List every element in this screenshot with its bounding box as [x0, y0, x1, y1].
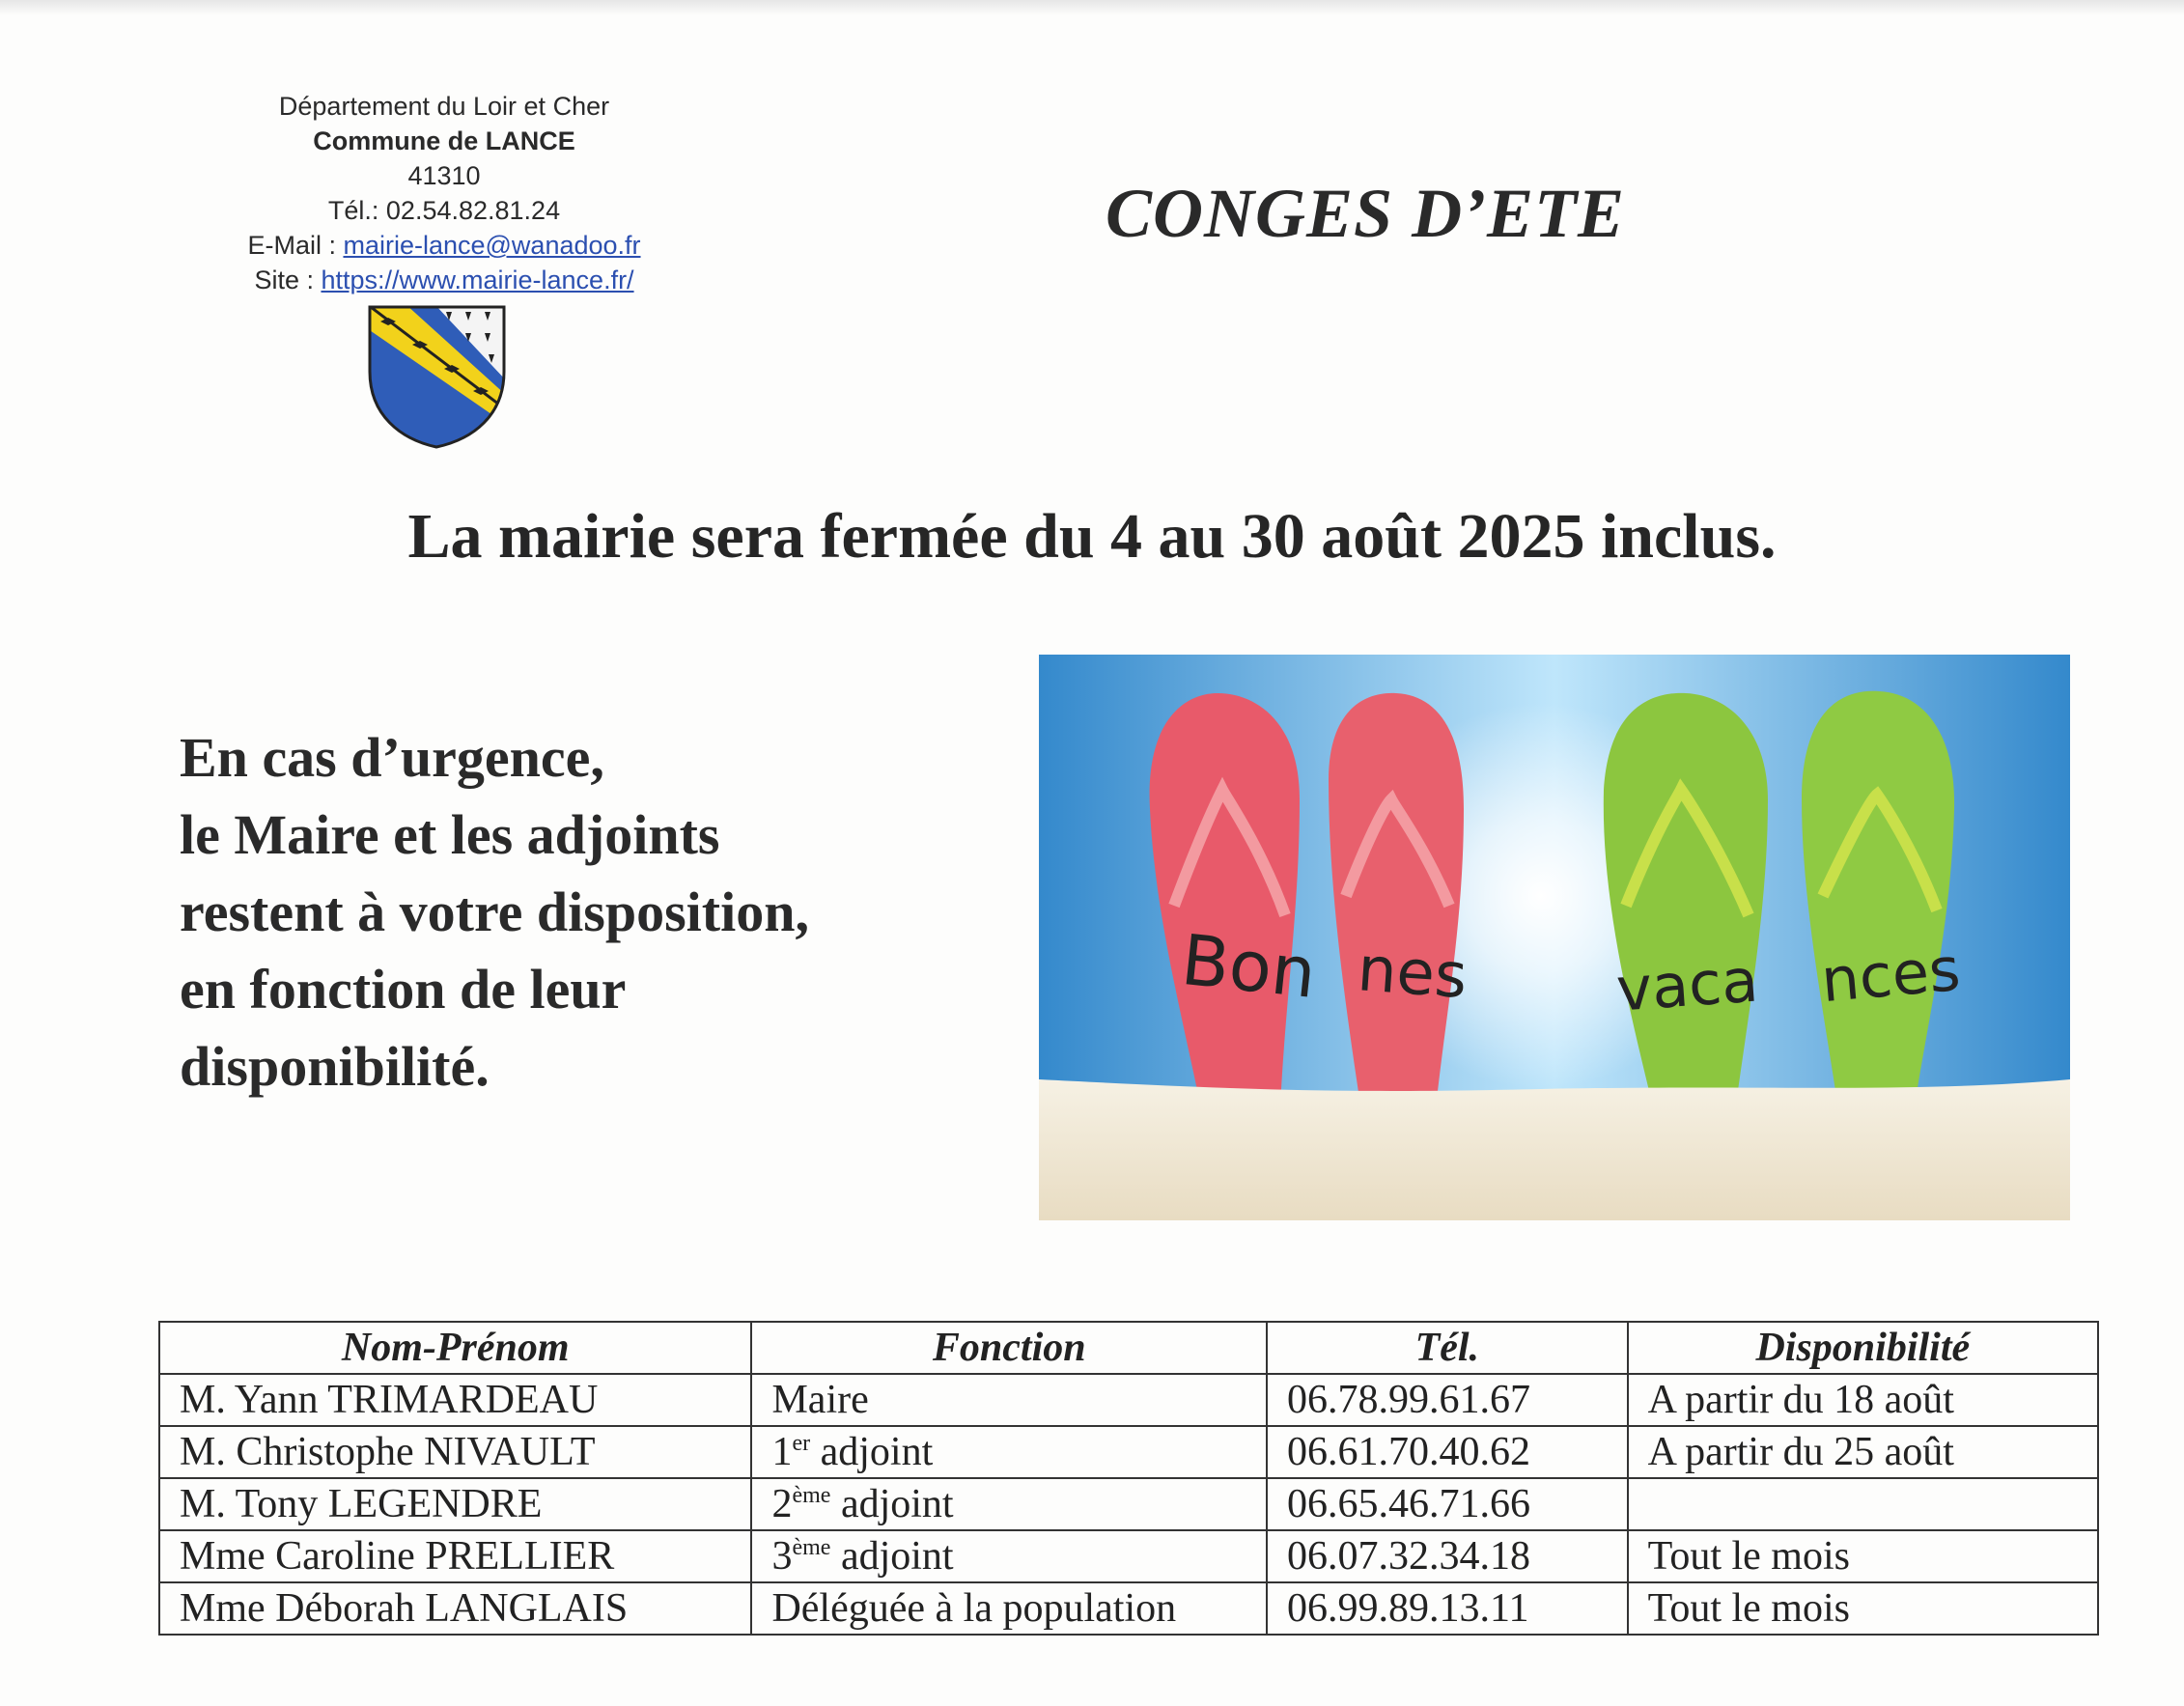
cell-tel: 06.61.70.40.62 [1267, 1426, 1628, 1478]
fonction-sup: ème [792, 1535, 831, 1560]
cell-dispo: Tout le mois [1628, 1530, 2098, 1582]
fonction-sup: er [792, 1431, 811, 1456]
word-bon: Bon [1177, 918, 1320, 1014]
sand [1039, 1079, 2070, 1220]
commune: Commune de LANCE [313, 126, 575, 155]
col-header-dispo: Disponibilité [1628, 1322, 2098, 1374]
col-header-name: Nom-Prénom [159, 1322, 751, 1374]
cell-tel: 06.78.99.61.67 [1267, 1374, 1628, 1426]
cell-name: Mme Déborah LANGLAIS [159, 1582, 751, 1635]
letterhead [174, 89, 714, 297]
postcode: 41310 [407, 161, 481, 190]
table-header-row [159, 1322, 2098, 1374]
cell-tel: 06.07.32.34.18 [1267, 1530, 1628, 1582]
fonction-text: 2 [771, 1482, 793, 1526]
cell-fonction [751, 1530, 1267, 1582]
fonction-text: Déléguée à la population [771, 1586, 1177, 1631]
email-link[interactable]: mairie-lance@wanadoo.fr [343, 231, 641, 260]
emergency-line: En cas d’urgence, [180, 726, 604, 789]
cell-name: M. Tony LEGENDRE [159, 1478, 751, 1530]
table-row [159, 1478, 2098, 1530]
col-header-tel: Tél. [1267, 1322, 1628, 1374]
word-vaca: vaca [1613, 944, 1761, 1025]
word-nes: nes [1355, 934, 1470, 1014]
contacts-table [158, 1321, 2099, 1636]
site-line [174, 263, 714, 297]
fonction-text: Maire [771, 1378, 869, 1422]
cell-fonction [751, 1478, 1267, 1530]
closing-notice: La mairie sera fermée du 4 au 30 août 2025 inclus. [407, 501, 1777, 572]
emergency-notice [180, 719, 1049, 1105]
word-nces: nces [1818, 933, 1963, 1017]
cell-fonction [751, 1426, 1267, 1478]
page-title: CONGES D’ETE [1106, 175, 1626, 252]
cell-dispo: Tout le mois [1628, 1582, 2098, 1635]
fonction-rest: adjoint [810, 1430, 934, 1474]
fonction-text: 1 [771, 1430, 793, 1474]
cell-fonction [751, 1374, 1267, 1426]
site-label: Site : [254, 266, 322, 294]
table-row [159, 1582, 2098, 1635]
emergency-line: disponibilité. [180, 1035, 490, 1098]
cell-name: M. Yann TRIMARDEAU [159, 1374, 751, 1426]
cell-dispo: A partir du 18 août [1628, 1374, 2098, 1426]
fonction-rest: adjoint [830, 1482, 954, 1526]
cell-tel: 06.65.46.71.66 [1267, 1478, 1628, 1530]
emergency-line: restent à votre disposition, [180, 881, 809, 943]
department: Département du Loir et Cher [278, 92, 610, 121]
email-label: E-Mail : [247, 231, 344, 260]
emergency-line: en fonction de leur [180, 958, 627, 1021]
fonction-sup: ème [792, 1483, 831, 1508]
cell-name: M. Christophe NIVAULT [159, 1426, 751, 1478]
cell-dispo [1628, 1478, 2098, 1530]
cell-dispo: A partir du 25 août [1628, 1426, 2098, 1478]
cell-tel: 06.99.89.13.11 [1267, 1582, 1628, 1635]
email-line [174, 228, 714, 263]
phone: Tél.: 02.54.82.81.24 [327, 196, 561, 225]
coat-of-arms [367, 304, 507, 449]
cell-name: Mme Caroline PRELLIER [159, 1530, 751, 1582]
table-row [159, 1374, 2098, 1426]
table-row [159, 1426, 2098, 1478]
cell-fonction [751, 1582, 1267, 1635]
fonction-text: 3 [771, 1534, 793, 1579]
fonction-rest: adjoint [830, 1534, 954, 1579]
table-row [159, 1530, 2098, 1582]
flip-flops-illustration [1039, 655, 2070, 1220]
site-link[interactable]: https://www.mairie-lance.fr/ [321, 266, 634, 294]
col-header-fonction: Fonction [751, 1322, 1267, 1374]
scan-edge [0, 0, 2184, 15]
emergency-line: le Maire et les adjoints [180, 803, 720, 866]
